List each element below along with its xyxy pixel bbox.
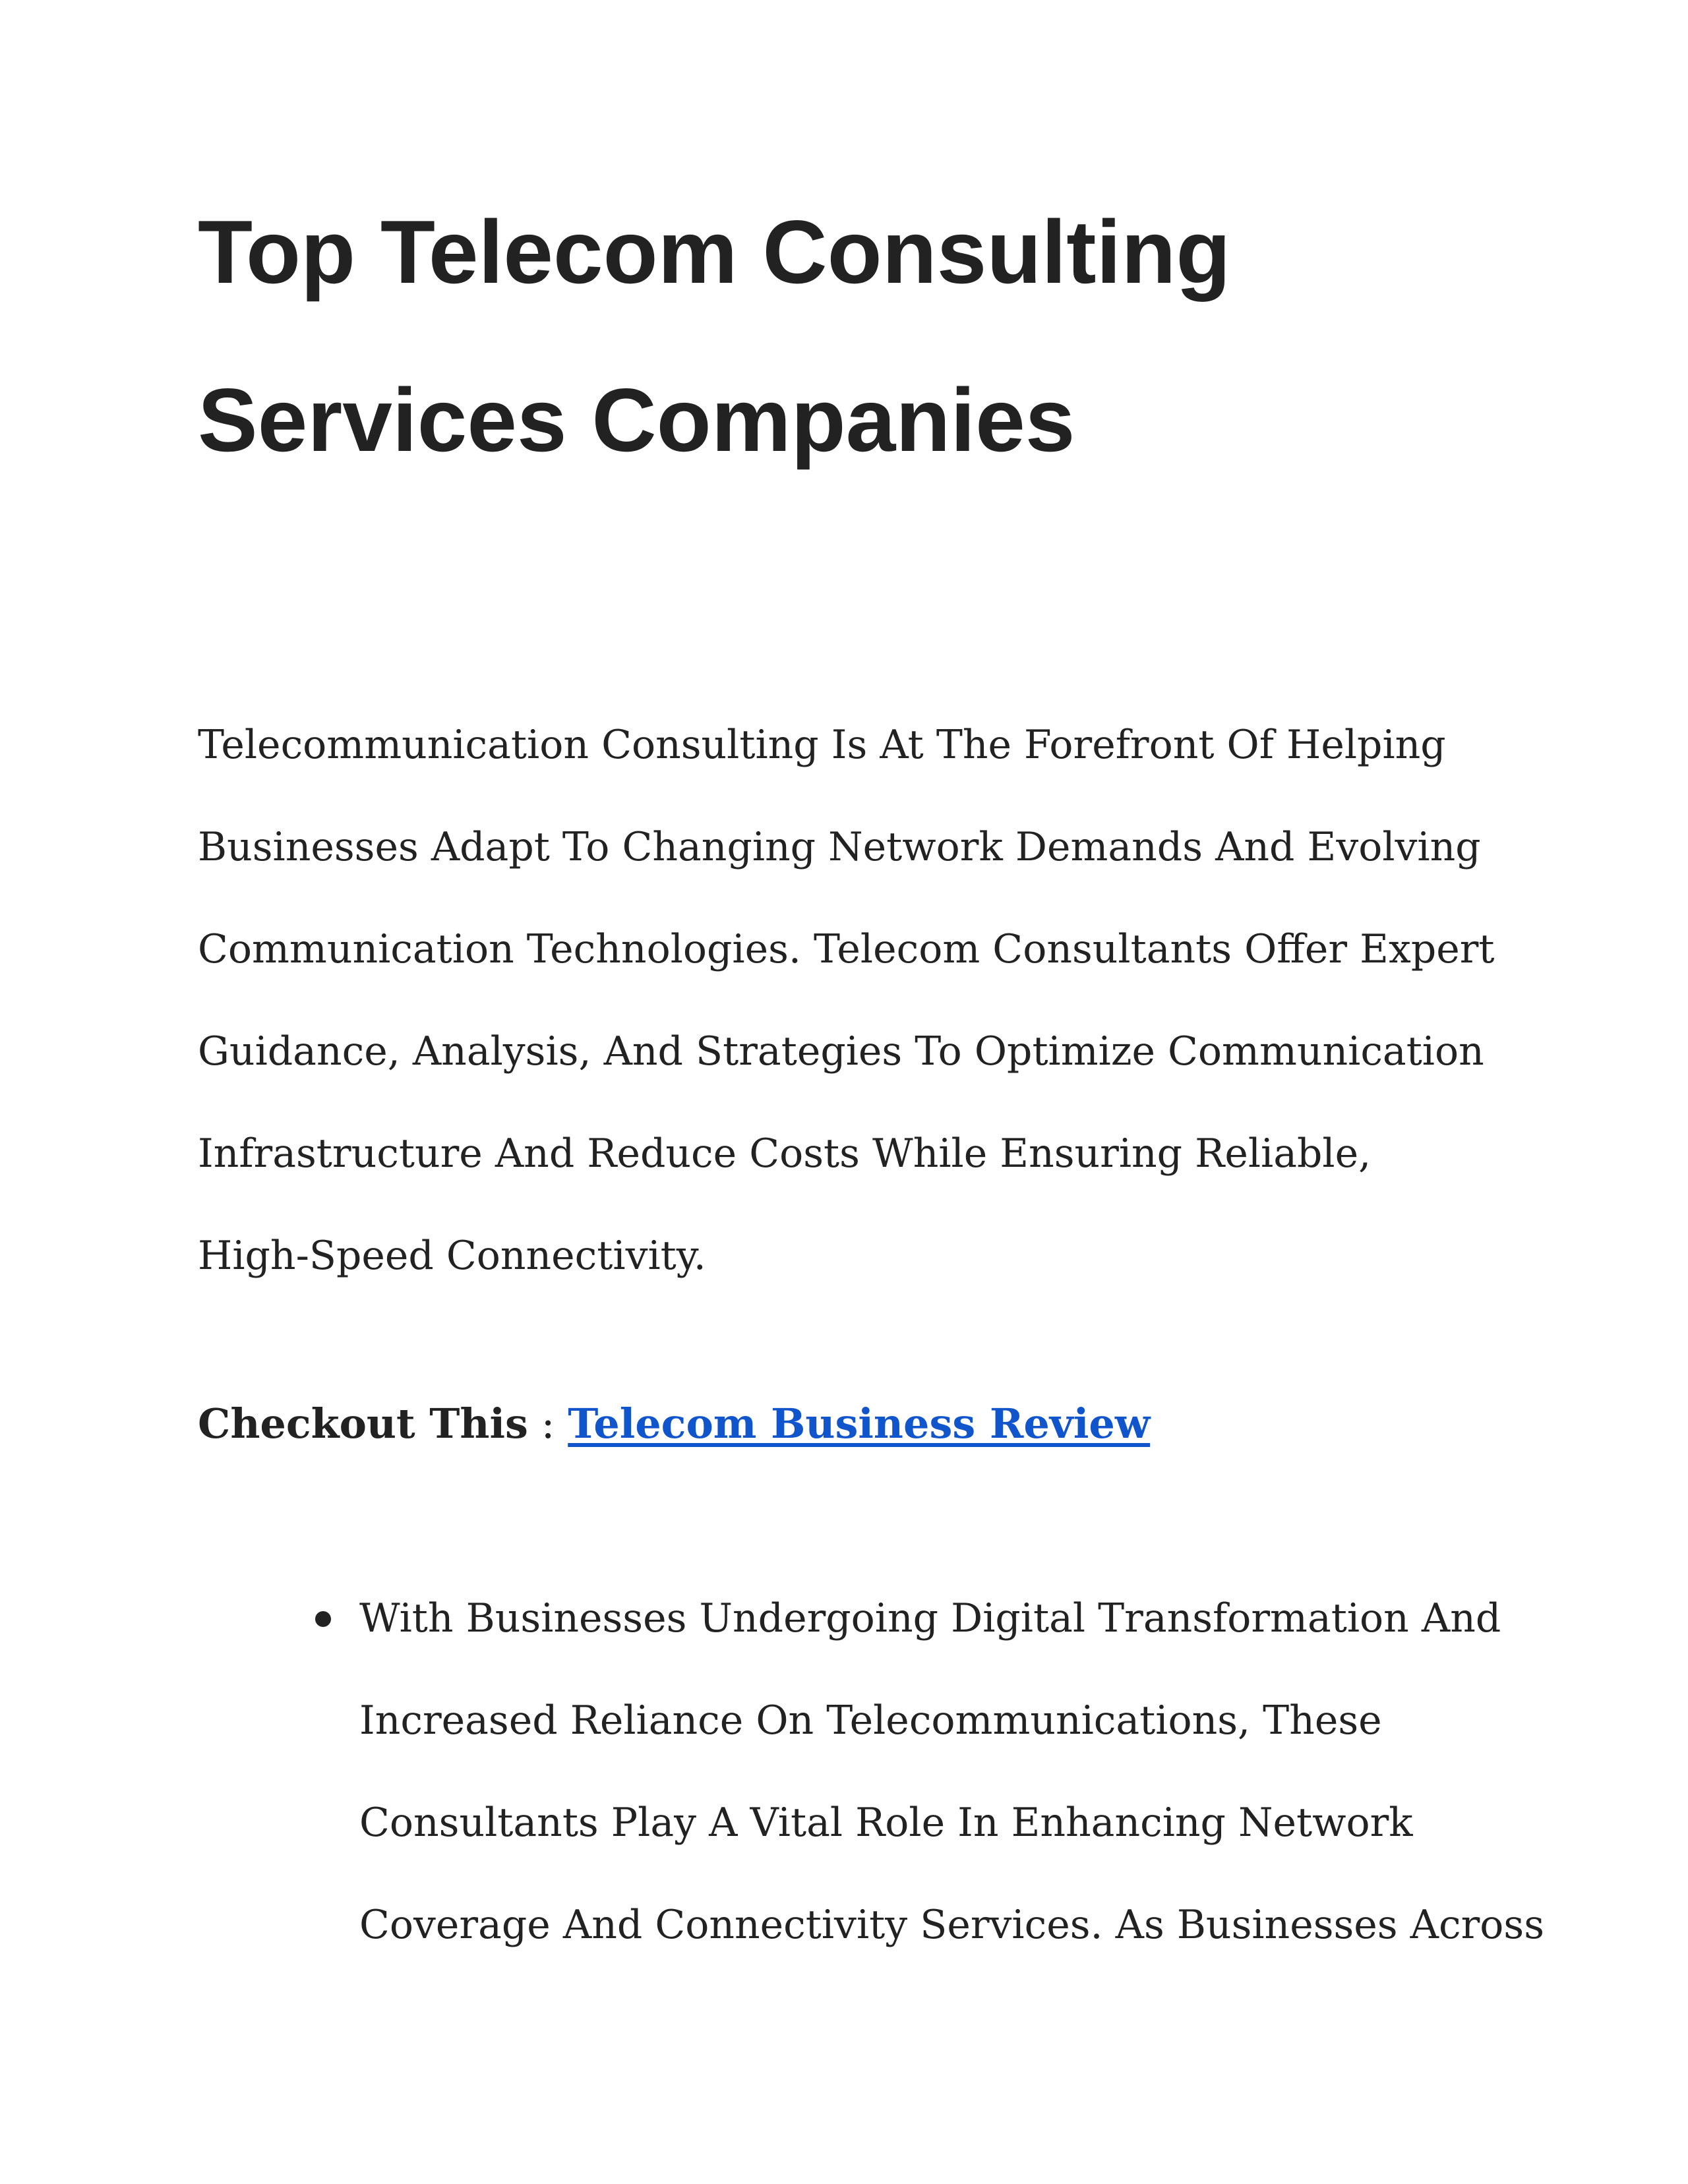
- intro-line: High-Speed Connectivity.: [198, 1233, 706, 1279]
- title-line-1: Top Telecom Consulting: [198, 202, 1231, 302]
- intro-paragraph: [198, 694, 1495, 1307]
- intro-line: Communication Technologies. Telecom Consultants Offer Expert: [198, 926, 1495, 972]
- telecom-business-review-link[interactable]: Telecom Business Review: [568, 1400, 1151, 1448]
- intro-line: Guidance, Analysis, And Strategies To Optimize Communication: [198, 1028, 1484, 1075]
- intro-line: Telecommunication Consulting Is At The Forefront Of Helping: [198, 722, 1446, 768]
- checkout-line: [198, 1381, 1490, 1467]
- intro-line: Infrastructure And Reduce Costs While Ensuring Reliable,: [198, 1131, 1372, 1177]
- list-item-line: Increased Reliance On Telecommunications, These: [359, 1697, 1382, 1744]
- bullet-dot-icon: [315, 1611, 331, 1627]
- list-item-line: Consultants Play A Vital Role In Enhancing Network: [359, 1800, 1413, 1846]
- list-item-line: Coverage And Connectivity Services. As Businesses Across: [359, 1902, 1544, 1948]
- list-item: [310, 1568, 1544, 1976]
- page-title: [198, 168, 1517, 504]
- checkout-label: Checkout This: [198, 1400, 528, 1448]
- list-item-line: With Businesses Undergoing Digital Transformation And: [359, 1595, 1501, 1641]
- bullet-list: [310, 1568, 1544, 1976]
- intro-line: Businesses Adapt To Changing Network Demands And Evolving: [198, 824, 1481, 870]
- title-line-2: Services Companies: [198, 370, 1075, 470]
- checkout-separator: :: [528, 1400, 568, 1448]
